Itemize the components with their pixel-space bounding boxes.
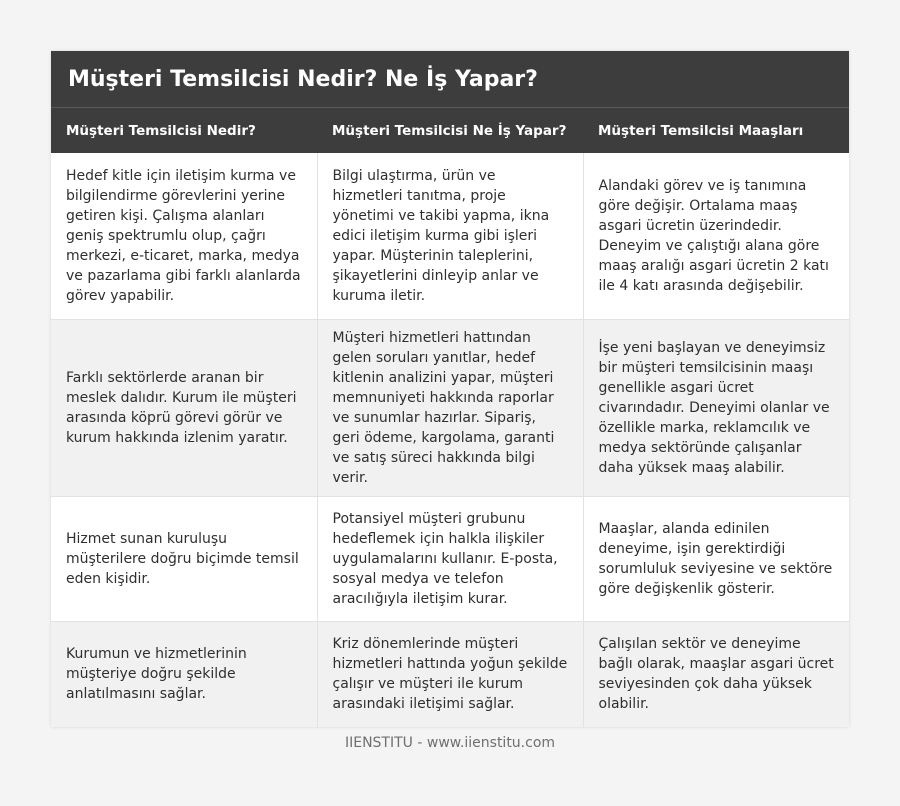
table-cell: Alandaki görev ve iş tanımına göre değişir. Ortalama maaş asgari ücretin üzerindedir. Deneyim ve çalıştığı alana göre maaş aralığı asgari ücretin 2 katı ile 4 katı arasında değişebilir. xyxy=(583,153,849,319)
table-row xyxy=(51,319,849,496)
table-cell: Çalışılan sektör ve deneyime bağlı olarak, maaşlar asgari ücret seviyesinden çok daha yüksek olabilir. xyxy=(583,621,849,727)
table-row xyxy=(51,153,849,319)
table-cell: Maaşlar, alanda edinilen deneyime, işin gerektirdiği sorumluluk seviyesine ve sektöre göre değişkenlik gösterir. xyxy=(583,496,849,621)
table-cell: Bilgi ulaştırma, ürün ve hizmetleri tanıtma, proje yönetimi ve takibi yapma, ikna edici iletişim kurma gibi işleri yapar. Müşterinin taleplerini, şikayetlerini dinleyip anlar ve kuruma iletir. xyxy=(317,153,583,319)
column-header: Müşteri Temsilcisi Ne İş Yapar? xyxy=(317,108,583,153)
comparison-table xyxy=(51,108,849,727)
table-cell: Müşteri hizmetleri hattından gelen soruları yanıtlar, hedef kitlenin analizini yapar, müşteri memnuniyeti hakkında raporlar ve sunumlar hazırlar. Sipariş, geri ödeme, kargolama, garanti ve satış süreci hakkında bilgi verir. xyxy=(317,319,583,496)
table-cell: Potansiyel müşteri grubunu hedeflemek için halkla ilişkiler uygulamalarını kullanır. E-posta, sosyal medya ve telefon aracılığıyla iletişim kurar. xyxy=(317,496,583,621)
column-header: Müşteri Temsilcisi Nedir? xyxy=(51,108,317,153)
table-cell: Farklı sektörlerde aranan bir meslek dalıdır. Kurum ile müşteri arasında köprü görevi görür ve kurum hakkında izlenim yaratır. xyxy=(51,319,317,496)
table-cell: Hedef kitle için iletişim kurma ve bilgilendirme görevlerini yerine getiren kişi. Çalışma alanları geniş spektrumlu olup, çağrı merkezi, e-ticaret, marka, medya ve pazarlama gibi farklı alanlarda görev yapabilir. xyxy=(51,153,317,319)
table-row xyxy=(51,621,849,727)
info-card xyxy=(51,51,849,727)
table-row xyxy=(51,496,849,621)
table-cell: İşe yeni başlayan ve deneyimsiz bir müşteri temsilcisinin maaşı genellikle asgari ücret civarındadır. Deneyimi olanlar ve özellikle marka, reklamcılık ve medya sektöründe çalışanlar daha yüksek maaş alabilir. xyxy=(583,319,849,496)
table-cell: Kurumun ve hizmetlerinin müşteriye doğru şekilde anlatılmasını sağlar. xyxy=(51,621,317,727)
table-cell: Hizmet sunan kuruluşu müşterilere doğru biçimde temsil eden kişidir. xyxy=(51,496,317,621)
table-cell: Kriz dönemlerinde müşteri hizmetleri hattında yoğun şekilde çalışır ve müşteri ile kurum arasındaki iletişimi sağlar. xyxy=(317,621,583,727)
column-header: Müşteri Temsilcisi Maaşları xyxy=(583,108,849,153)
page-title: Müşteri Temsilcisi Nedir? Ne İş Yapar? xyxy=(51,51,849,108)
footer-credit: IIENSTITU - www.iienstitu.com xyxy=(344,735,556,751)
table-header-row xyxy=(51,108,849,153)
